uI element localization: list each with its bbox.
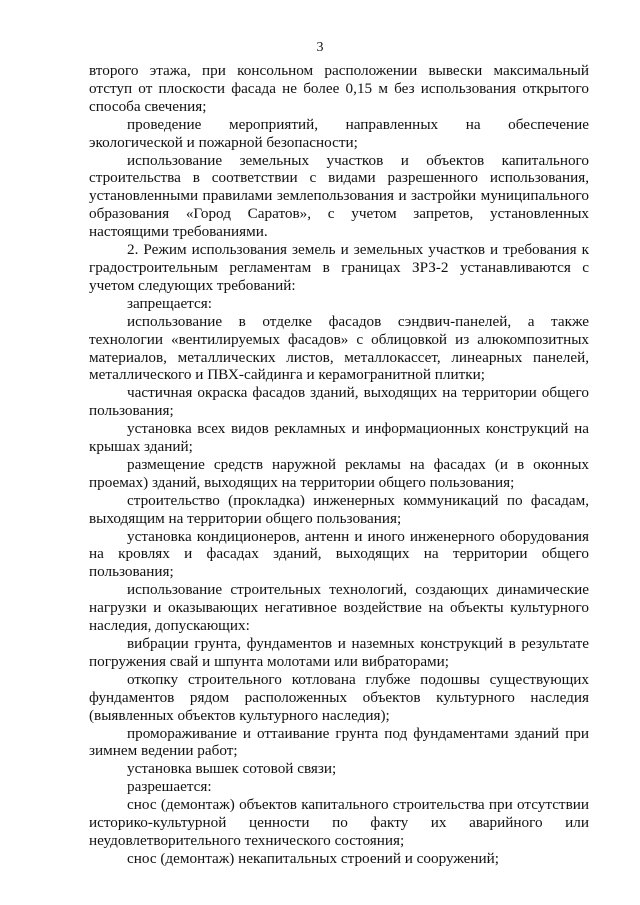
paragraph: второго этажа, при консольном расположении вывески максимальный отступ от плоскости фасада не более 0,15 м без использования открытого способа свечения; (89, 62, 589, 115)
paragraph: частичная окраска фасадов зданий, выходящих на территории общего пользования; (89, 384, 589, 420)
paragraph: 2. Режим использования земель и земельных участков и требования к градостроительным регламентам в границах ЗРЗ-2 устанавливаются с учетом следующих требований: (89, 241, 589, 294)
page-number: 3 (316, 40, 324, 55)
paragraph: промораживание и оттаивание грунта под фундаментами зданий при зимнем ведении работ; (89, 724, 589, 760)
paragraph: использование в отделке фасадов сэндвич-панелей, а также технологии «вентилируемых фасадов» с облицовкой из алюкомпозитных материалов, металлических листов, металлокассет, линеарных панелей, металлического и ПВХ-сайдинга и керамогранитной плитки; (89, 312, 589, 384)
paragraph: проведение мероприятий, направленных на обеспечение экологической и пожарной безопасности; (89, 115, 589, 151)
paragraph: установка вышек сотовой связи; (127, 760, 337, 778)
paragraph: использование строительных технологий, создающих динамические нагрузки и оказывающих негативное воздействие на объекты культурного наследия, допускающих: (89, 581, 589, 635)
paragraph: размещение средств наружной рекламы на фасадах (и в оконных проемах) зданий, выходящих на территории общего пользования; (89, 455, 589, 491)
paragraph: снос (демонтаж) объектов капитального строительства при отсутствии историко-культурной ценности по факту их аварийного или неудовлетворительного технического состояния; (89, 796, 589, 849)
paragraph: строительство (прокладка) инженерных коммуникаций по фасадам, выходящим на территории общего пользования; (89, 491, 589, 527)
paragraph: вибрации грунта, фундаментов и наземных конструкций в результате погружения свай и шпунта молотами или вибраторами; (89, 635, 589, 670)
paragraph: разрешается: (127, 778, 212, 796)
paragraph: снос (демонтаж) некапитальных строений и сооружений; (127, 849, 500, 867)
document-body (89, 62, 589, 868)
paragraph: откопку строительного котлована глубже подошвы существующих фундаментов рядом расположенных объектов культурного наследия (выявленных объектов культурного наследия); (89, 670, 589, 724)
paragraph: установка кондиционеров, антенн и иного инженерного оборудования на кровлях и фасадах зданий, выходящих на территории общего пользования; (89, 527, 589, 581)
paragraph: установка всех видов рекламных и информационных конструкций на крышах зданий; (89, 420, 589, 456)
paragraph: запрещается: (127, 294, 212, 312)
paragraph: использование земельных участков и объектов капитального строительства в соответствии с видами разрешенного использования, установленными правилами землепользования и застройки муниципального образования «Город Саратов», с учетом запретов, установленных настоящими требованиями. (89, 151, 589, 241)
